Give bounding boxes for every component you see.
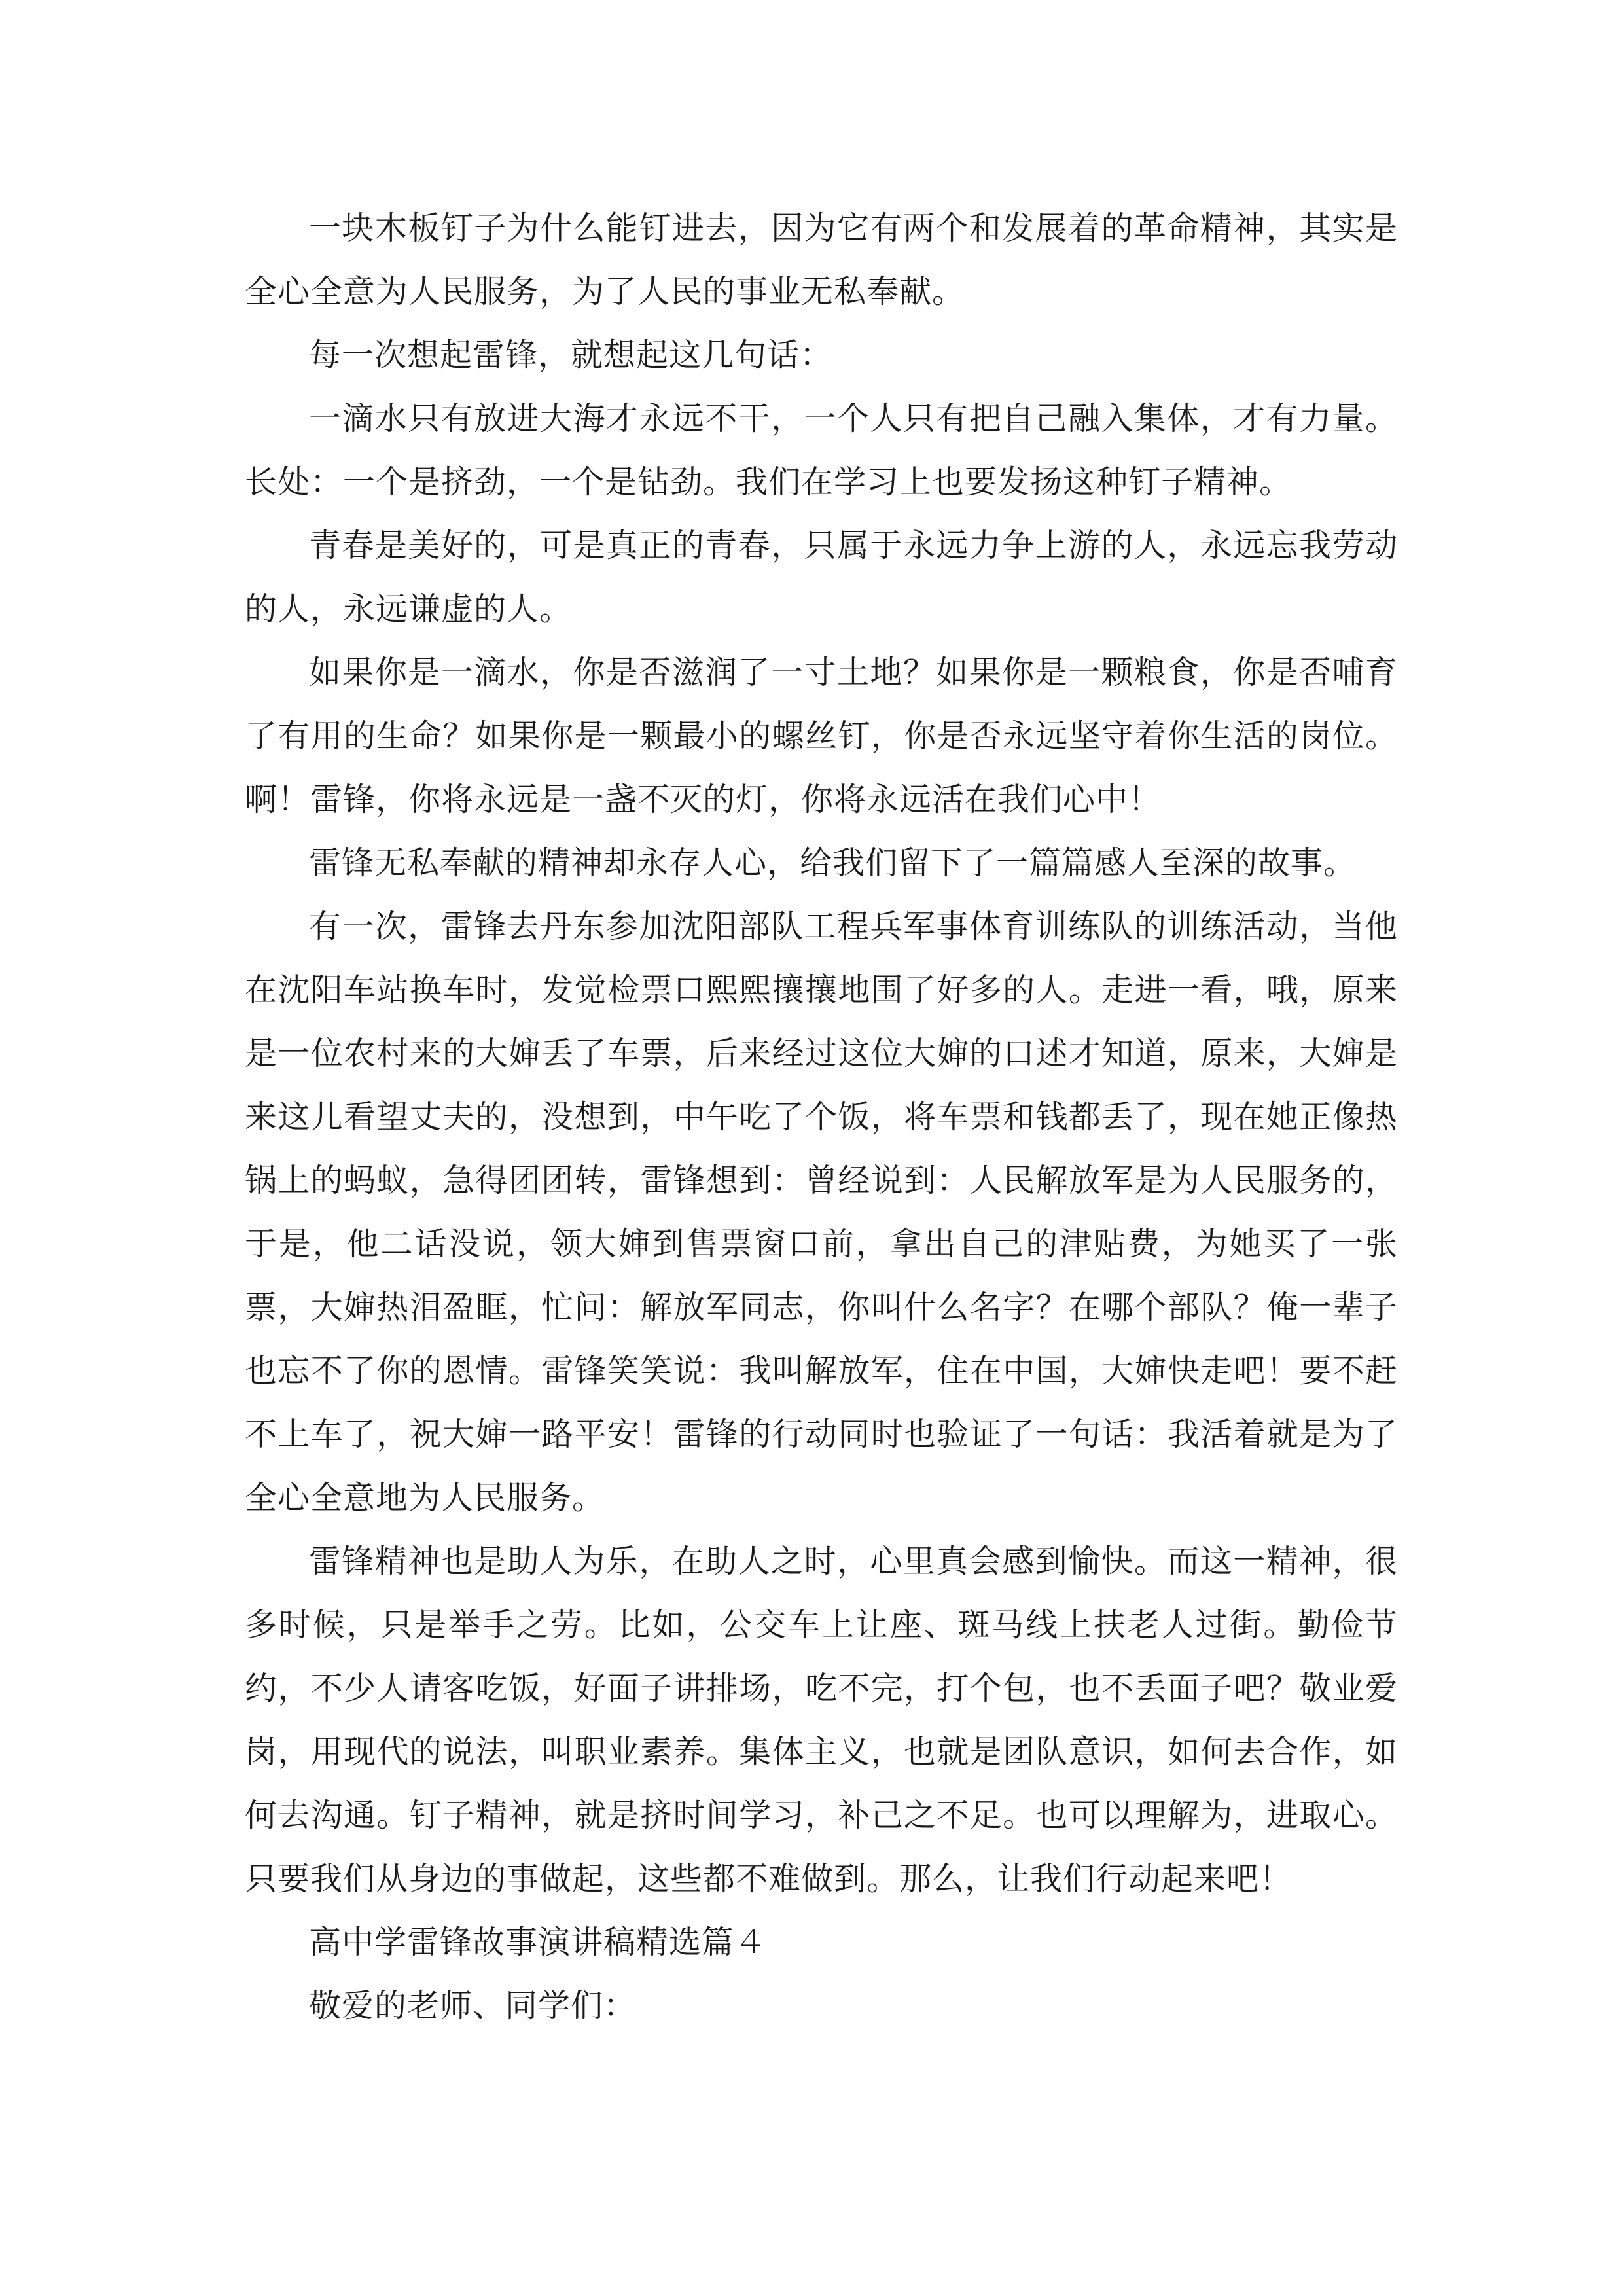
paragraph-if-you-are: 如果你是一滴水，你是否滋润了一寸土地？如果你是一颗粮食，你是否哺育了有用的生命？如果你是一颗最小的螺丝钉，你是否永远坚守着你生活的岗位。啊！雷锋，你将永远是一盏不灭的灯，你将永远活在我们心中！ (245, 654, 1398, 818)
paragraph-nail-spirit: 一块木板钉子为什么能钉进去，因为它有两个和发展着的革命精神，其实是全心全意为人民服务，为了人民的事业无私奉献。 (245, 209, 1398, 310)
paragraph-remember-lei-feng: 每一次想起雷锋，就想起这几句话： (309, 336, 833, 374)
salutation: 敬爱的老师、同学们： (309, 1987, 637, 2024)
paragraph-selfless-spirit: 雷锋无私奉献的精神却永存人心，给我们留下了一篇篇感人至深的故事。 (309, 844, 1357, 882)
paragraph-helping-others: 雷锋精神也是助人为乐，在助人之时，心里真会感到愉快。而这一精神，很多时候，只是举手之劳。比如，公交车上让座、斑马线上扶老人过街。勤俭节约，不少人请客吃饭，好面子讲排场，吃不完，打个包，也不丢面子吧？敬业爱岗，用现代的说法，叫职业素养。集体主义，也就是团队意识，如何去合作，如何去沟通。钉子精神，就是挤时间学习，补己之不足。也可以理解为，进取心。只要我们从身边的事做起，这些都不难做到。那么，让我们行动起来吧！ (245, 1543, 1398, 1897)
paragraph-drop-of-water: 一滴水只有放进大海才永远不干，一个人只有把自己融入集体，才有力量。长处：一个是挤劲，一个是钻劲。我们在学习上也要发扬这种钉子精神。 (245, 400, 1398, 501)
paragraph-youth: 青春是美好的，可是真正的青春，只属于永远力争上游的人，永远忘我劳动的人，永远谦虚的人。 (245, 527, 1398, 628)
paragraph-story-dandong: 有一次，雷锋去丹东参加沈阳部队工程兵军事体育训练队的训练活动，当他在沈阳车站换车时，发觉检票口熙熙攘攘地围了好多的人。走进一看，哦，原来是一位农村来的大婶丢了车票，后来经过这位大婶的口述才知道，原来，大婶是来这儿看望丈夫的，没想到，中午吃了个饭，将车票和钱都丢了，现在她正像热锅上的蚂蚁，急得团团转，雷锋想到：曾经说到：人民解放军是为人民服务的，于是，他二话没说，领大婶到售票窗口前，拿出自己的津贴费，为她买了一张票，大婶热泪盈眶，忙问：解放军同志，你叫什么名字？在哪个部队？俺一辈子也忘不了你的恩情。雷锋笑笑说：我叫解放军，住在中国，大婶快走吧！要不赶不上车了，祝大婶一路平安！雷锋的行动同时也验证了一句话：我活着就是为了全心全意地为人民服务。 (245, 908, 1398, 1516)
section-heading-speech-4: 高中学雷锋故事演讲稿精选篇４ (309, 1924, 768, 1961)
document-body (245, 196, 1398, 2037)
